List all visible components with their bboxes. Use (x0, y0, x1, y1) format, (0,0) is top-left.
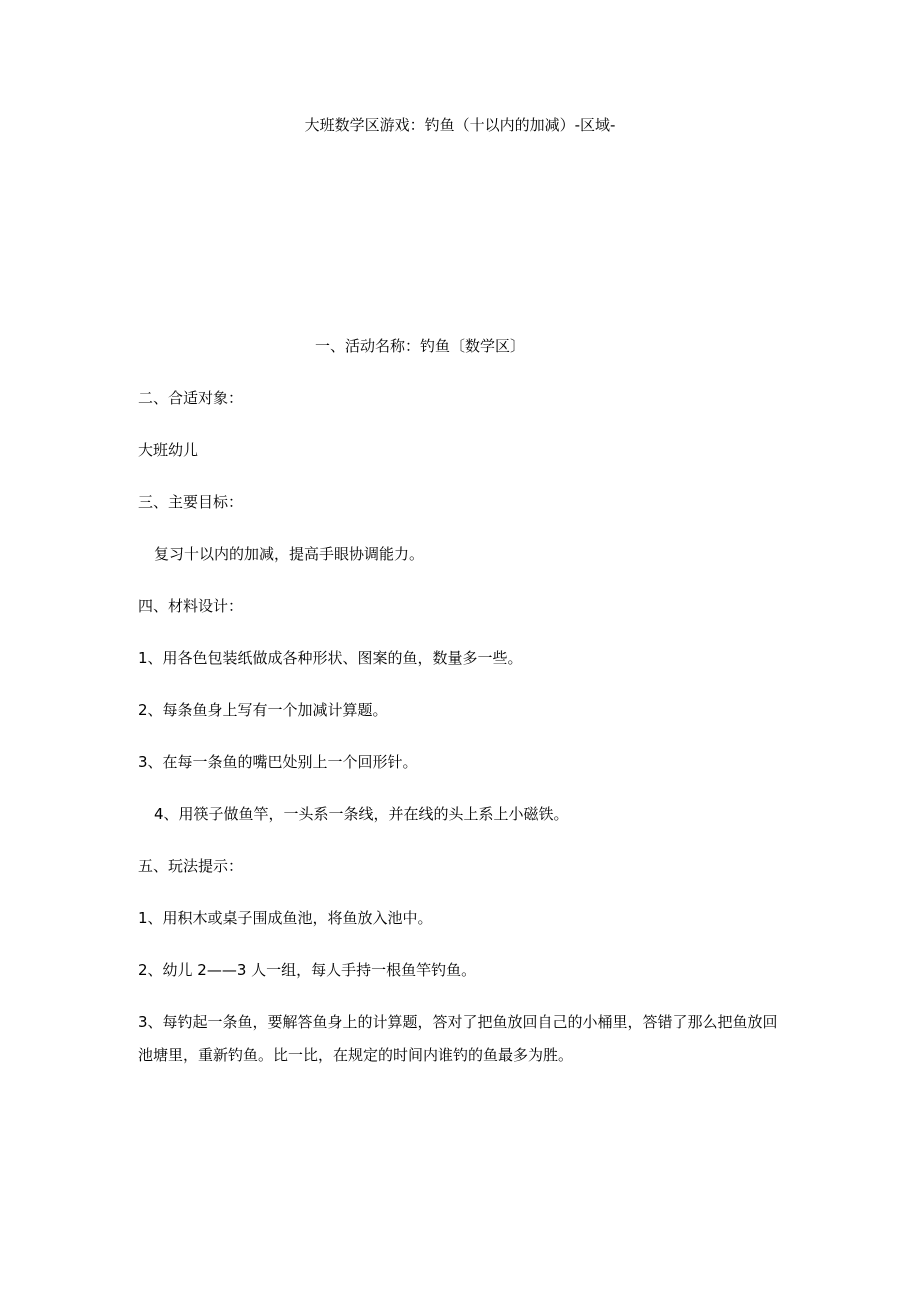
play-tips-item-2: 2、幼儿 2——3 人一组，每人手持一根鱼竿钓鱼。 (138, 961, 477, 979)
section-body-main-goal: 复习十以内的加减，提高手眼协调能力。 (154, 545, 425, 563)
section-heading-play-tips: 五、玩法提示： (138, 857, 244, 875)
materials-item-1: 1、用各色包装纸做成各种形状、图案的鱼，数量多一些。 (138, 649, 523, 667)
materials-item-2: 2、每条鱼身上写有一个加减计算题。 (138, 701, 388, 719)
section-body-target-audience: 大班幼儿 (138, 441, 199, 459)
materials-item-3: 3、在每一条鱼的嘴巴处别上一个回形针。 (138, 753, 418, 771)
section-heading-materials: 四、材料设计： (138, 597, 244, 615)
play-tips-item-3: 3、每钓起一条鱼，要解答鱼身上的计算题，答对了把鱼放回自己的小桶里，答错了那么把鱼放回池塘里，重新钓鱼。比一比，在规定的时间内谁钓的鱼最多为胜。 (138, 1013, 778, 1064)
section-heading-main-goal: 三、主要目标： (138, 493, 244, 511)
section-heading-activity-name: 一、活动名称：钓鱼〔数学区〕 (314, 337, 525, 355)
materials-item-4: 4、用筷子做鱼竿，一头系一条线，并在线的头上系上小磁铁。 (154, 805, 569, 823)
play-tips-item-1: 1、用积木或桌子围成鱼池，将鱼放入池中。 (138, 909, 433, 927)
document-title: 大班数学区游戏：钓鱼（十以内的加减）-区域- (304, 116, 616, 134)
section-heading-target-audience: 二、合适对象： (138, 389, 244, 407)
